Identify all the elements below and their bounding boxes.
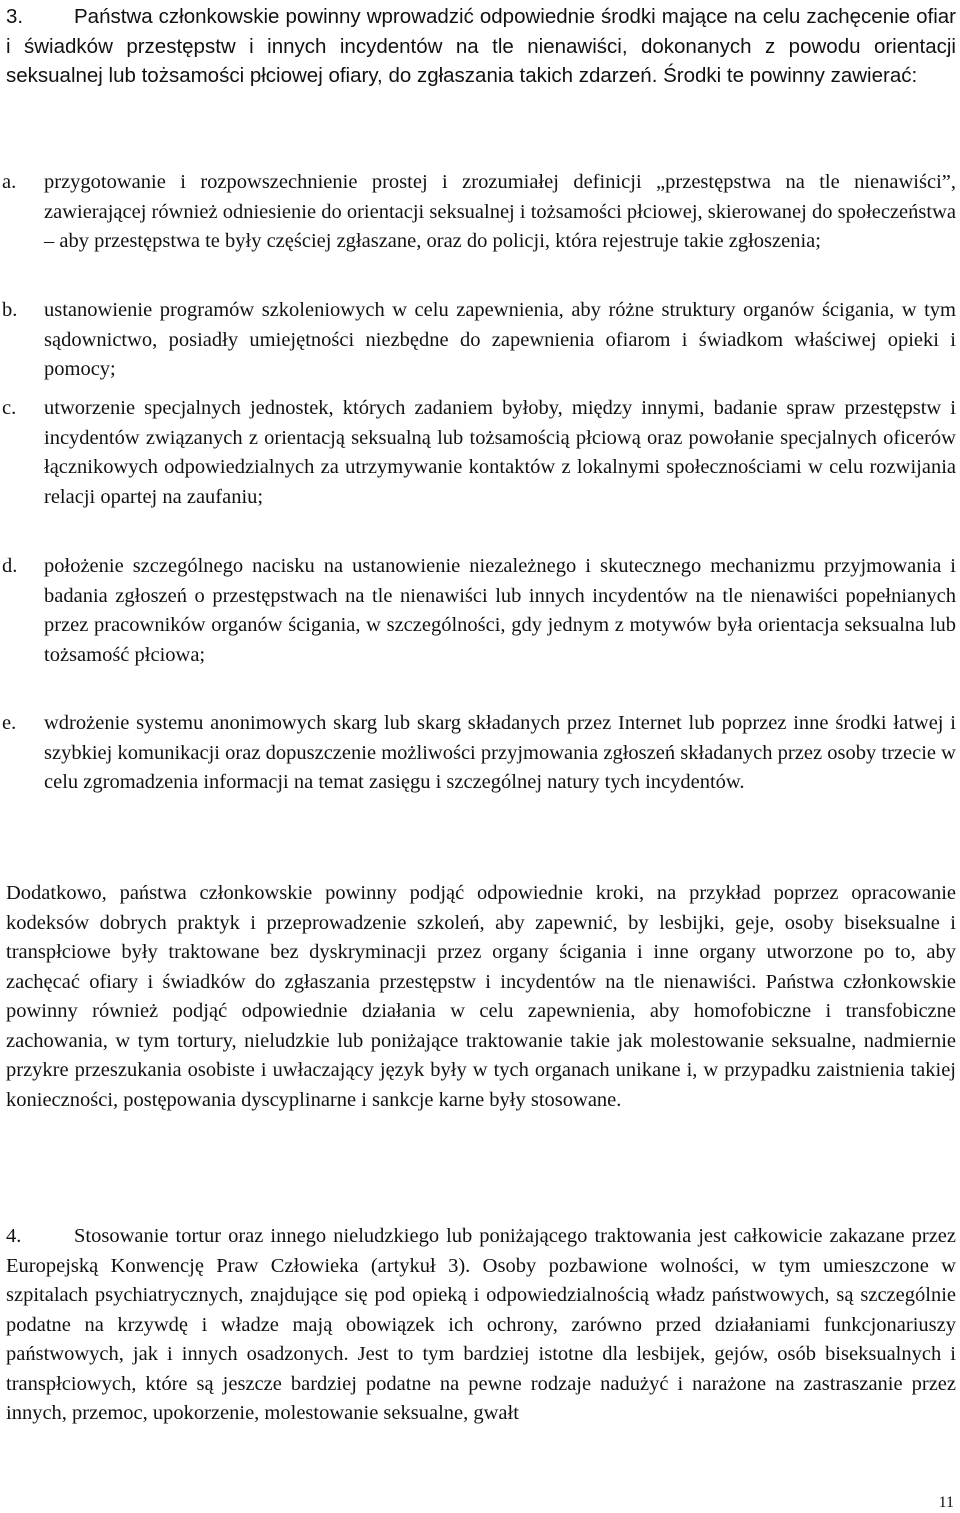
page-number: 11 <box>938 1494 954 1511</box>
list-item-text: położenie szczególnego nacisku na ustanowienie niezależnego i skutecznego mechanizmu przyjmowania i badania zgłoszeń o przestępstwach na tle nienawiści lub innych incydentów na tle nienawiści popełnianych przez pracowników organów ścigania, w szczególności, gdy jednym z motywów była orientacja seksualna lub tożsamość płciowa; <box>44 555 956 666</box>
list-item-d <box>2 552 956 670</box>
list-item-text: wdrożenie systemu anonimowych skarg lub skarg składanych przez Internet lub poprzez inne środki łatwej i szybkiej komunikacji oraz dopuszczenie możliwości przyjmowania zgłoszeń składanych przez osoby trzecie w celu zgromadzenia informacji na temat zasięgu i szczególnej natury tych incydentów. <box>44 712 956 793</box>
section-4 <box>6 1222 956 1429</box>
list-item-letter: b. <box>2 299 18 321</box>
list-item-text: ustanowienie programów szkoleniowych w celu zapewnienia, aby różne struktury organów ścigania, w tym sądownictwo, posiadły umiejętności niezbędne do zapewnienia ofiarom i świadkom właściwej opieki i pomocy; <box>44 299 956 380</box>
section-3-intro: Państwa członkowskie powinny wprowadzić odpowiednie środki mające na celu zachęcenie ofiar i świadków przestępstw i innych incydentów na tle nienawiści, dokonanych z powodu orientacji seksualnej lub tożsamości płciowej ofiary, do zgłaszania takich zdarzeń. Środki te powinny zawierać: <box>6 5 956 87</box>
list-item-text: przygotowanie i rozpowszechnienie prostej i zrozumiałej definicji „przestępstwa na tle nienawiści”, zawierającej również odniesienie do orientacji seksualnej i tożsamości płciowej, skierowanej do społeczeństwa – aby przestępstwa te były częściej zgłaszane, oraz do policji, która rejestruje takie zgłoszenia; <box>44 171 956 252</box>
list-item-a <box>2 168 956 257</box>
list-item-b <box>2 296 956 385</box>
list-item-letter: e. <box>2 712 17 734</box>
list-item-e <box>2 709 956 798</box>
section-3-number: 3. <box>6 5 24 28</box>
additional-paragraph: Dodatkowo, państwa członkowskie powinny podjąć odpowiednie kroki, na przykład poprzez opracowanie kodeksów dobrych praktyk i przeprowadzenie szkoleń, aby zapewnić, by lesbijki, geje, osoby biseksualne i transpłciowe były traktowane bez dyskryminacji przez organy ścigania i inne organy utworzone po to, aby zachęcać ofiary i świadków do zgłaszania przestępstw i incydentów na tle nienawiści. Państwa członkowskie powinny również podjąć odpowiednie działania w celu zapewnienia, aby homofobiczne i transfobiczne zachowania, w tym tortury, nieludzkie lub poniżające traktowanie takie jak molestowanie seksualne, nadmiernie przykre przeszukania osobiste i uwłaczający język były w tych organach unikane i, w przypadku zaistnienia takiej konieczności, postępowania dyscyplinarne i sankcje karne były stosowane. <box>6 882 956 1111</box>
section-4-number: 4. <box>6 1225 22 1247</box>
list-item-text: utworzenie specjalnych jednostek, których zadaniem byłoby, między innymi, badanie spraw przestępstw i incydentów związanych z orientacją seksualną lub tożsamością płciową oraz powołanie specjalnych oficerów łącznikowych odpowiedzialnych za utrzymywanie kontaktów z lokalnymi społecznościami w celu rozwijania relacji opartej na zaufaniu; <box>44 397 956 508</box>
list-item-letter: d. <box>2 555 18 577</box>
list-item-letter: a. <box>2 171 17 193</box>
list-item-c <box>2 394 956 512</box>
list-item-letter: c. <box>2 397 17 419</box>
section-4-text: Stosowanie tortur oraz innego nieludzkiego lub poniżającego traktowania jest całkowicie zakazane przez Europejską Konwencję Praw Człowieka (artykuł 3). Osoby pozbawione wolności, w tym umieszczone w szpitalach psychiatrycznych, znajdujące się pod opieką i odpowiedzialnością władz państwowych, są szczególnie podatne na krzywdę i władze mają obowiązek ich ochrony, zarówno przed działaniami funkcjonariuszy państwowych, jak i innych osadzonych. Jest to tym bardziej istotne dla lesbijek, gejów, osób biseksualnych i transpłciowych, które są jeszcze bardziej podatne na pewne rodzaje nadużyć i narażone na zastraszanie przez innych, przemoc, upokorzenie, molestowanie seksualne, gwałt <box>6 1225 956 1424</box>
section-3 <box>6 2 956 91</box>
